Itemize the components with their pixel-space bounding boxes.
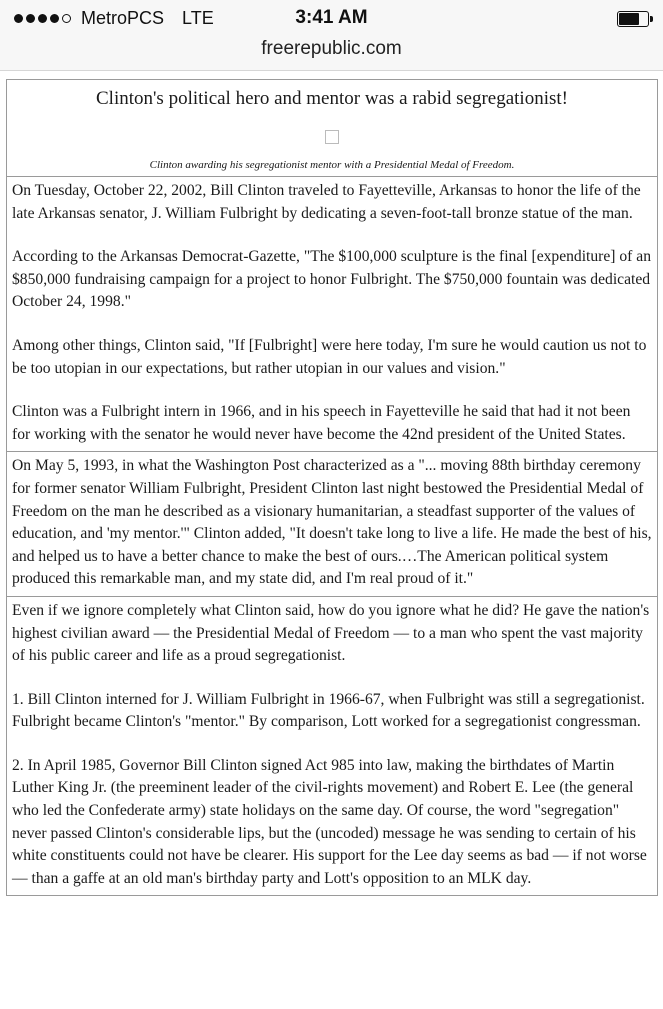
battery-icon [617,11,649,27]
article-section-1 [7,176,657,451]
paragraph: 2. In April 1985, Governor Bill Clinton signed Act 985 into law, making the birthdates of Martin Luther King Jr. (the preeminent leader of the civil-rights movement) and Robert E. Lee (the general who led the Confederate army) state holidays on the same day. Of course, the word "segregation" never passed Clinton's considerable lips, but the (uncoded) message he was sending to certain of his white constituents could not have be clearer. His support for the Lee day seems as bad — if not worse — than a gaffe at an old man's birthday party and Lott's opposition to an MLK day. [12,756,647,887]
image-caption: Clinton awarding his segregationist mentor with a Presidential Medal of Freedom. [149,159,515,171]
headline-cell [7,80,657,176]
url-bar[interactable] [0,36,663,71]
carrier-name: MetroPCS [81,8,165,28]
paragraph: Clinton was a Fulbright intern in 1966, and in his speech in Fayetteville he said that had it not been for working with the senator he would never have become the 42nd president of the United States. [12,403,631,443]
paragraph: According to the Arkansas Democrat-Gazette, "The $100,000 sculpture is the final [expenditure] of an $850,000 fundraising campaign for a project to honor Fulbright. The $750,000 fountain was dedicated October 24, 1998." [12,248,651,311]
broken-image-icon [325,130,339,144]
article-headline: Clinton's political hero and mentor was a rabid segregationist! [96,88,568,109]
paragraph: On May 5, 1993, in what the Washington Post characterized as a "... moving 88th birthday ceremony for former senator William Fulbright, President Clinton last night bestowed the Presidential Medal of Freedom on the man he described as a visionary humanitarian, a steadfast supporter of the values of education, and 'my mentor.'" Clinton added, "It doesn't take long to live a life. He made the best of his, and helped us to have a better chance to make the best of ours.…The American political system produced this remarkable man, and my state did, and I'm real proud of it." [12,457,652,588]
paragraph: 1. Bill Clinton interned for J. William Fulbright in 1966-67, when Fulbright was still a segregationist. Fulbright became Clinton's "mentor." By comparison, Lott worked for a segregationist congressman. [12,690,645,731]
page-content [0,71,663,1009]
status-bar [0,0,663,36]
article-section-3 [7,596,657,896]
network-type: LTE [182,8,214,28]
article-section-2 [7,451,657,596]
paragraph: Among other things, Clinton said, "If [Fulbright] were here today, I'm sure he would caution us not to be too utopian in our expectations, but rather utopian in our values and vision." [12,336,647,377]
article-table [6,79,658,896]
paragraph: On Tuesday, October 22, 2002, Bill Clinton traveled to Fayetteville, Arkansas to honor the life of the late Arkansas senator, J. William Fulbright by dedicating a seven-foot-tall bronze statue of the man. [12,182,641,222]
url-text[interactable]: freerepublic.com [261,38,402,59]
status-time: 3:41 AM [295,7,368,28]
paragraph: Even if we ignore completely what Clinton said, how do you ignore what he did? He gave the nation's highest civilian award — the Presidential Medal of Freedom — to a man who spent the vast majority of his public career and life as a proud segregationist. [12,601,650,665]
